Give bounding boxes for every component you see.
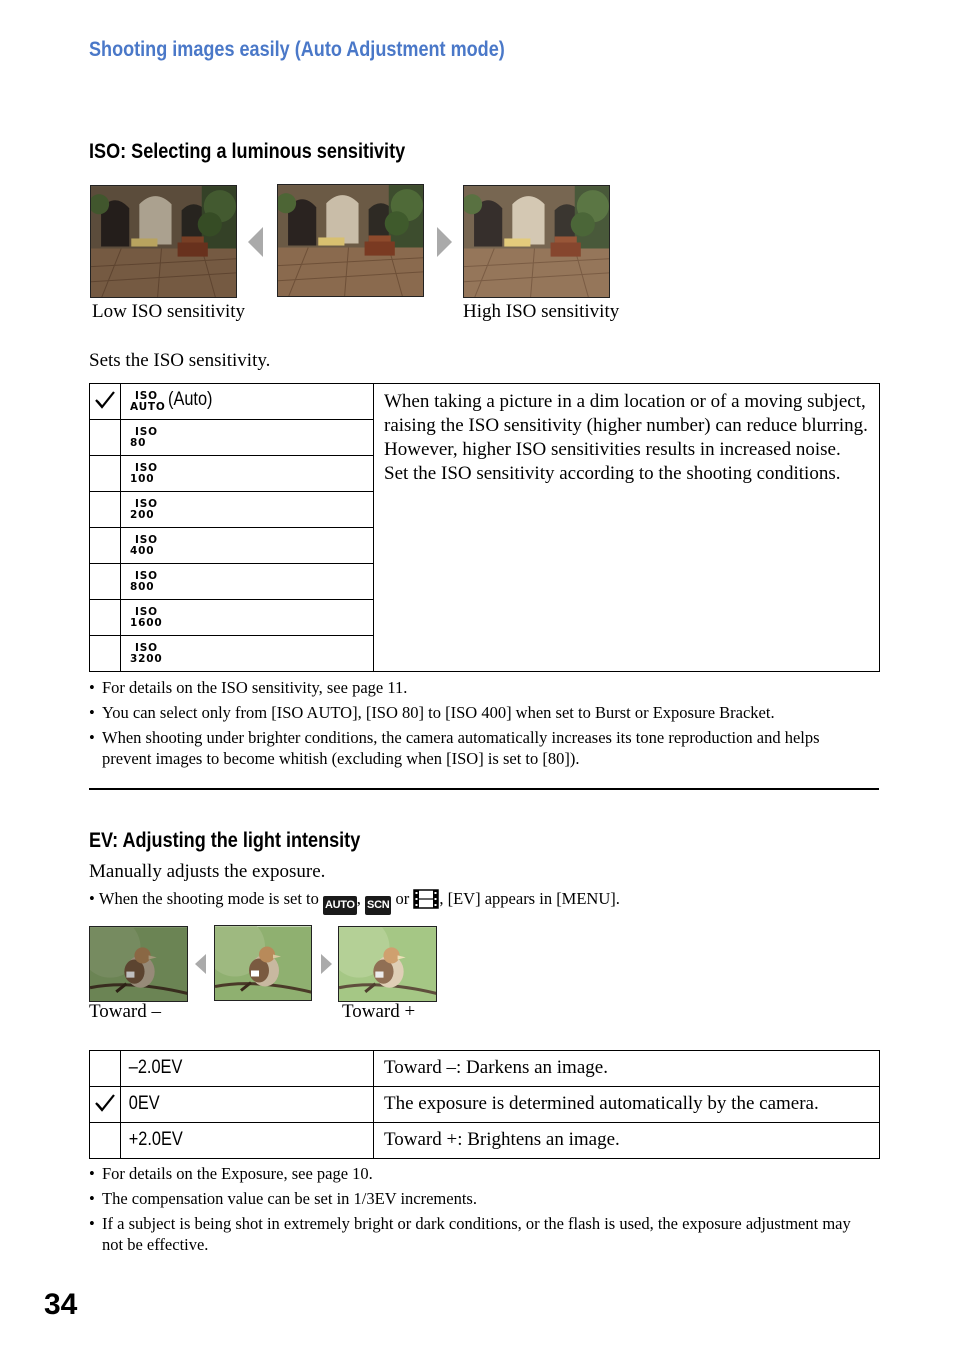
iso-row [90,384,880,420]
iso-icon-value: 800 [130,581,155,593]
page-number: 34 [44,1288,78,1321]
mode-note-sep: , [356,889,361,908]
brighter-ev-photo [338,926,437,1002]
iso-setting-cell [121,636,374,672]
note-item: • For details on the Exposure, see page 10. [89,1163,869,1184]
auto-mode-icon: AUTO [323,896,357,915]
iso-icon-top: ISO [135,534,158,546]
iso-setting-icon [130,427,158,449]
ev-section-title: EV: Adjusting the light intensity [89,829,361,852]
iso-setting-icon [130,643,162,665]
ev-description: The exposure is determined automatically by the camera. [374,1087,880,1123]
right-arrow-icon [321,954,332,974]
low-iso-photo [90,185,237,298]
iso-icon-value: 100 [130,473,155,485]
iso-setting-icon [130,535,158,557]
note-item: • You can select only from [ISO AUTO], [ISO 80] to [ISO 400] when set to Burst or Exposure Bracket. [89,702,869,723]
iso-intro: Sets the ISO sensitivity. [89,350,271,371]
iso-icon-top: ISO [135,426,158,438]
ev-value: +2.0EV [128,1129,183,1150]
section-divider [89,788,879,790]
note-item: • When shooting under brighter conditions, the camera automatically increases its tone reproduction and helps prevent images to become whitish (excluding when [ISO] is set to [80]). [89,727,869,769]
iso-setting-icon [130,391,166,413]
ev-value-cell [121,1087,374,1123]
note-item: • The compensation value can be set in 1/3EV increments. [89,1188,869,1209]
iso-setting-cell [121,456,374,492]
ev-table [89,1050,880,1159]
iso-icon-value: 200 [130,509,155,521]
default-marker-cell [90,384,121,420]
default-marker-cell [90,600,121,636]
iso-setting-cell [121,492,374,528]
default-marker-cell [90,492,121,528]
ev-value: –2.0EV [128,1057,183,1078]
iso-notes [89,677,869,773]
iso-setting-icon [130,607,162,629]
ev-photo-middle [214,925,312,1001]
iso-setting-icon [130,463,158,485]
iso-icon-value: 1600 [130,617,163,629]
iso-icon-top: ISO [135,462,158,474]
default-marker-cell [90,564,121,600]
iso-icon-top: ISO [135,606,158,618]
right-arrow-icon [437,227,452,257]
iso-photo-middle [277,184,424,297]
iso-icon-top: ISO [135,642,158,654]
iso-description: When taking a picture in a dim location or of a moving subject, raising the ISO sensitivity (higher number) can reduce blurring. However, higher ISO sensitivities results in increased noise. Set the ISO sensitivity according to the shooting conditions. [374,384,880,672]
mode-note-suffix: , [EV] appears in [MENU]. [439,889,620,908]
scene-mode-icon: SCN [365,896,391,915]
ev-value-cell [121,1123,374,1159]
running-head: Shooting images easily (Auto Adjustment mode) [89,38,505,61]
iso-icon-top: ISO [135,390,158,402]
ev-value: 0EV [128,1093,160,1114]
caption-low-iso: Low ISO sensitivity [92,301,246,322]
iso-icon-top: ISO [135,570,158,582]
default-marker-cell [90,1087,121,1123]
ev-description: Toward –: Darkens an image. [374,1051,880,1087]
left-arrow-icon [248,227,263,257]
default-marker-cell [90,528,121,564]
left-arrow-icon [195,954,206,974]
mode-note: • When the shooting mode is set to AUTO , SCN or , [EV] appears in [MENU]. [89,888,620,915]
iso-icon-value: 400 [130,545,155,557]
ev-row [90,1123,880,1159]
ev-row [90,1087,880,1123]
default-marker-cell [90,1123,121,1159]
iso-setting-cell [121,528,374,564]
ev-intro: Manually adjusts the exposure. [89,861,326,882]
ev-value-cell [121,1051,374,1087]
mode-note-prefix: When the shooting mode is set to [98,889,319,908]
ev-row [90,1051,880,1087]
iso-setting-cell [121,384,374,420]
darker-ev-photo [89,926,188,1002]
default-marker-cell [90,1051,121,1087]
ev-notes [89,1163,869,1259]
note-item: • For details on the ISO sensitivity, see page 11. [89,677,869,698]
iso-icon-value: AUTO [130,401,166,413]
default-marker-cell [90,420,121,456]
iso-section-title: ISO: Selecting a luminous sensitivity [89,140,406,163]
movie-mode-icon [413,889,439,914]
ev-description: Toward +: Brightens an image. [374,1123,880,1159]
checkmark-icon [94,1093,116,1118]
caption-toward-plus: Toward + [342,1001,416,1022]
checkmark-icon [94,390,116,415]
iso-table [89,383,880,672]
iso-setting-cell [121,600,374,636]
auto-label: (Auto) [168,389,213,410]
caption-high-iso: High ISO sensitivity [463,301,620,322]
iso-setting-icon [130,499,158,521]
mode-note-or: or [395,889,410,908]
default-marker-cell [90,636,121,672]
iso-setting-cell [121,564,374,600]
iso-setting-icon [130,571,158,593]
iso-icon-top: ISO [135,498,158,510]
high-iso-photo [463,185,610,298]
default-marker-cell [90,456,121,492]
caption-toward-minus: Toward – [89,1001,162,1022]
iso-icon-value: 3200 [130,653,163,665]
iso-setting-cell [121,420,374,456]
iso-icon-value: 80 [130,437,147,449]
note-item: • If a subject is being shot in extremely bright or dark conditions, or the flash is used, the exposure adjustment may not be effective. [89,1213,869,1255]
